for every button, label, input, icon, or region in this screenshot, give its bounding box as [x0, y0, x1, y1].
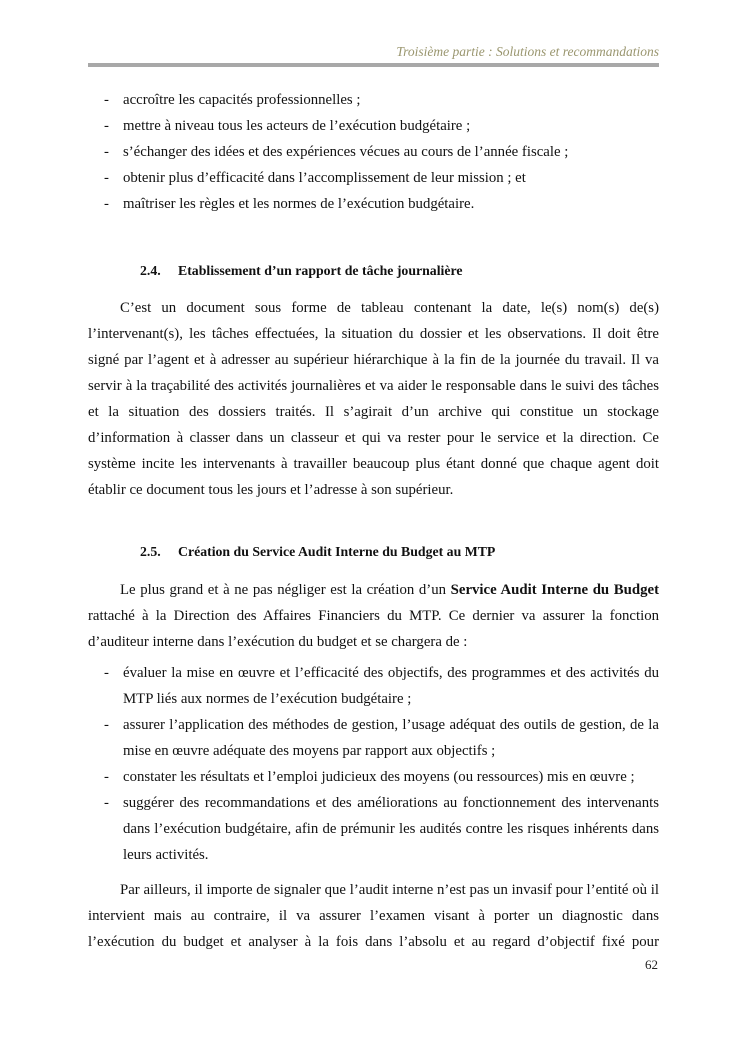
list-item-text: constater les résultats et l’emploi judicieux des moyens (ou ressources) mis en œuvre ;: [123, 769, 635, 785]
intro-list: [88, 87, 659, 217]
section-title: Etablissement d’un rapport de tâche journalière: [178, 263, 463, 278]
list-item: [88, 139, 659, 165]
list-item-text: accroître les capacités professionnelles ;: [123, 92, 361, 108]
section-2-4-heading: [140, 258, 659, 284]
list-item-text: suggérer des recommandations et des améliorations au fonctionnement des intervenants dans l’exécution budgétaire, afin de prémunir les audités contre les risques inhérents dans leurs activités.: [123, 795, 659, 863]
list-item: [88, 660, 659, 712]
section-2-5: [88, 539, 659, 955]
list-dash-marker: -: [104, 92, 109, 108]
list-item-text: évaluer la mise en œuvre et l’efficacité des objectifs, des programmes et des activités du MTP liés aux normes de l’exécution budgétaire ;: [123, 665, 659, 707]
list-item: [88, 165, 659, 191]
intro-text-after: rattaché à la Direction des Affaires Financiers du MTP. Ce dernier va assurer la fonction d’auditeur interne dans l’exécution du budget et se chargera de :: [88, 608, 659, 650]
list-dash-marker: -: [104, 170, 109, 186]
section-2-5-list: [88, 660, 659, 868]
list-item: [88, 87, 659, 113]
section-2-4: [88, 258, 659, 503]
section-2-4-paragraph: C’est un document sous forme de tableau contenant la date, le(s) nom(s) de(s) l’intervenant(s), les tâches effectuées, la situation du dossier et les observations. Il doit être signé par l’agent et à adresser au supérieur hiérarchique à la fin de la journée du travail. Il va servir à la traçabilité des activités journalières et va aider le responsable dans le suivi des tâches et la situation des dossiers traités. Il s’agirait d’un archive qui constitue un stockage d’information à classer dans un classeur et qui va rester pour le service et la direction. Ce système incite les intervenants à travailler beaucoup plus étant donné que chaque agent doit établir ce document tous les jours et l’adresse à son supérieur.: [88, 300, 659, 498]
page-number: 62: [645, 957, 658, 972]
list-dash-marker: -: [104, 665, 109, 681]
list-item: [88, 113, 659, 139]
section-title: Création du Service Audit Interne du Budget au MTP: [178, 544, 496, 559]
list-item: [88, 764, 659, 790]
intro-text-bold: Service Audit Interne du Budget: [450, 582, 659, 598]
list-dash-marker: -: [104, 118, 109, 134]
list-item-text: s’échanger des idées et des expériences vécues au cours de l’année fiscale ;: [123, 144, 569, 160]
section-2-5-intro-paragraph: [88, 577, 659, 655]
list-item: [88, 191, 659, 217]
list-item-text: maîtriser les règles et les normes de l’exécution budgétaire.: [123, 196, 475, 212]
section-2-5-closing-paragraph: Par ailleurs, il importe de signaler que l’audit interne n’est pas un invasif pour l’entité où il intervient mais au contraire, il va assurer l’examen visant à porter un diagnostic dans l’exécution du budget et analyser à la fois dans l’absolu et au regard d’objectif fixé pour: [88, 882, 659, 950]
list-dash-marker: -: [104, 144, 109, 160]
list-item-text: obtenir plus d’efficacité dans l’accomplissement de leur mission ; et: [123, 170, 526, 186]
section-2-5-heading: [140, 539, 659, 565]
list-item-text: assurer l’application des méthodes de gestion, l’usage adéquat des outils de gestion, de la mise en œuvre adéquate des moyens par rapport aux objectifs ;: [123, 717, 659, 759]
list-item: [88, 790, 659, 868]
running-header-title: Troisième partie : Solutions et recommandations: [396, 44, 659, 59]
list-dash-marker: -: [104, 795, 109, 811]
list-dash-marker: -: [104, 769, 109, 785]
list-dash-marker: -: [104, 196, 109, 212]
list-dash-marker: -: [104, 717, 109, 733]
intro-text-before: Le plus grand et à ne pas négliger est la création d’un: [120, 582, 451, 598]
list-item-text: mettre à niveau tous les acteurs de l’exécution budgétaire ;: [123, 118, 471, 134]
section-number: 2.4.: [140, 263, 161, 278]
section-number: 2.5.: [140, 544, 161, 559]
list-item: [88, 712, 659, 764]
header-rule: [88, 63, 659, 67]
